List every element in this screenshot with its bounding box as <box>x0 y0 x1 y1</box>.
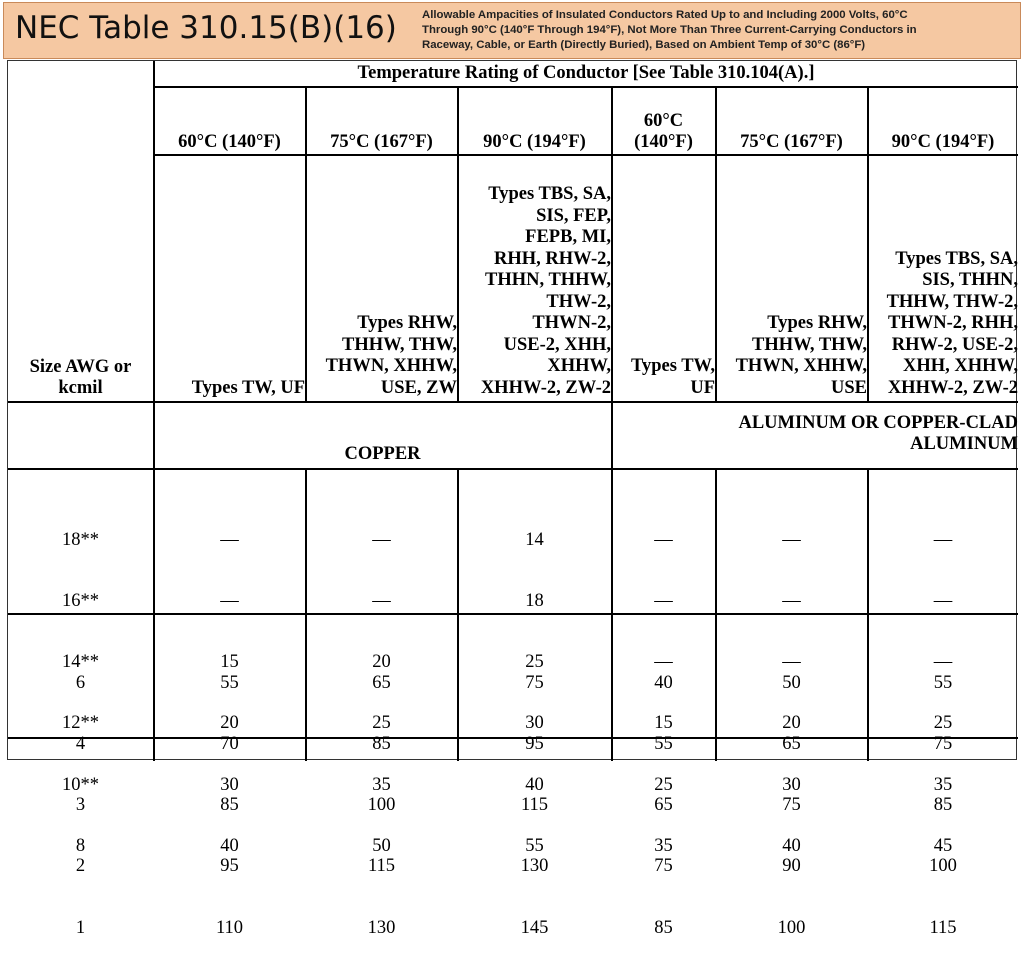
temp-header-90c-copper: 90°C (194°F) <box>483 132 586 152</box>
ampacity-cell: 40 <box>782 835 801 856</box>
ampacity-cell: 110 <box>215 917 244 938</box>
ampacity-cell: 40 <box>654 672 673 693</box>
ampacity-cell: — <box>782 652 801 673</box>
aluminum-label-line: ALUMINUM OR COPPER-CLAD <box>738 413 1018 433</box>
types-line: XHHW-2, ZW-2 <box>480 377 611 398</box>
size-cell: 10** <box>62 774 99 795</box>
temp-header-60c-copper: 60°C (140°F) <box>178 132 281 152</box>
ampacity-cell: 100 <box>777 917 806 938</box>
aluminum-label <box>612 403 1018 465</box>
ampacity-cell: 100 <box>367 795 396 816</box>
types-line: RHH, RHW-2, <box>494 248 611 269</box>
types-line: UF <box>690 377 715 398</box>
size-header-line: kcmil <box>58 378 103 398</box>
ampacity-cell: — <box>654 591 673 612</box>
size-cell: 12** <box>62 713 99 734</box>
ampacity-cell: — <box>220 529 239 550</box>
size-cell: 16** <box>62 591 99 612</box>
types-col-1 <box>154 156 305 399</box>
ampacity-cell: 115 <box>367 856 396 877</box>
description-line: Allowable Ampacities of Insulated Conductors Rated Up to and Including 2000 Volts, 60°C <box>422 9 908 21</box>
types-col-2 <box>306 156 457 399</box>
types-line: USE, ZW <box>380 377 457 398</box>
ampacity-cell: 30 <box>220 774 239 795</box>
ampacity-cell: 20 <box>220 713 239 734</box>
types-line: Types TW, UF <box>191 377 305 398</box>
types-line: THWN, XHHW, <box>325 356 457 376</box>
ampacity-cell: 25 <box>372 713 391 734</box>
ampacity-cell: 85 <box>654 917 673 938</box>
ampacity-cell: 90 <box>782 856 801 877</box>
ampacity-cell: 30 <box>782 774 801 795</box>
types-col-3 <box>458 156 611 399</box>
ampacity-column-90c-copper-g2 <box>458 632 611 979</box>
table-description <box>422 8 1018 53</box>
types-line: Types RHW, <box>357 313 457 333</box>
ampacity-cell: 25 <box>654 774 673 795</box>
ampacity-cell: 115 <box>520 795 549 816</box>
ampacity-cell: 85 <box>220 795 239 816</box>
types-line: USE-2, XHH, <box>503 334 611 355</box>
temp-header-75c-aluminum: 75°C (167°F) <box>740 132 843 152</box>
ampacity-cell: 100 <box>929 856 957 877</box>
temp-header-60c-aluminum: 60°C (140°F) <box>634 111 693 152</box>
types-line: Types RHW, <box>767 313 867 333</box>
ampacity-cell: — <box>933 652 953 673</box>
ampacity-cell: — <box>933 591 953 612</box>
size-cell: 2 <box>75 856 86 877</box>
types-line: THWN-2, <box>532 313 611 333</box>
types-line: THHW, THW, <box>752 334 867 355</box>
size-header-line: Size AWG or <box>29 357 132 377</box>
page-title: NEC Table 310.15(B)(16) <box>15 10 397 46</box>
ampacity-cell: — <box>372 529 391 550</box>
ampacity-cell: 65 <box>654 795 673 816</box>
ampacity-table <box>7 60 1018 938</box>
types-col-4 <box>612 156 715 399</box>
aluminum-label-line: ALUMINUM <box>910 434 1018 454</box>
ampacity-cell: 55 <box>933 672 953 693</box>
ampacity-cell: — <box>782 591 801 612</box>
ampacity-cell: 75 <box>525 672 544 693</box>
title-banner <box>3 2 1021 59</box>
ampacity-cell: 75 <box>782 795 801 816</box>
size-cell: 6 <box>75 672 86 693</box>
ampacity-cell: 15 <box>654 713 673 734</box>
ampacity-column-60c-copper-g2 <box>154 632 305 979</box>
ampacity-cell: — <box>933 529 953 550</box>
ampacity-cell: 35 <box>372 774 391 795</box>
ampacity-cell: 95 <box>220 856 239 877</box>
size-column-group2 <box>8 632 153 979</box>
ampacity-cell: 40 <box>525 774 544 795</box>
types-col-5 <box>716 156 867 399</box>
ampacity-cell: 40 <box>220 835 239 856</box>
types-line: Types TBS, SA, <box>488 184 611 204</box>
types-line: XHHW, <box>547 356 611 376</box>
ampacity-cell: 95 <box>525 734 544 755</box>
types-line: THWN-2, RHH, <box>887 313 1018 333</box>
size-cell: 1 <box>75 917 86 938</box>
size-cell: 3 <box>75 795 86 816</box>
size-cell: 18** <box>62 529 99 550</box>
ampacity-cell: 115 <box>929 917 957 938</box>
ampacity-cell: 85 <box>372 734 391 755</box>
size-cell: 8 <box>75 835 86 856</box>
temp-header-75c-copper: 75°C (167°F) <box>330 132 433 152</box>
ampacity-column-60c-aluminum-g2 <box>612 632 715 979</box>
ampacity-cell: — <box>654 652 673 673</box>
ampacity-column-90c-aluminum-g2 <box>868 632 1018 979</box>
temp-header-90c-aluminum: 90°C (194°F) <box>891 132 995 152</box>
ampacity-cell: 25 <box>525 652 544 673</box>
types-line: XHH, XHHW, <box>903 356 1018 376</box>
ampacity-cell: 35 <box>654 835 673 856</box>
ampacity-cell: 130 <box>367 917 396 938</box>
types-line: THWN, XHHW, <box>735 356 867 376</box>
ampacity-cell: 20 <box>782 713 801 734</box>
ampacity-cell: 45 <box>933 835 953 856</box>
ampacity-cell: — <box>782 529 801 550</box>
temperature-rating-header: Temperature Rating of Conductor [See Table 310.104(A).] <box>357 63 815 83</box>
types-line: XHHW-2, ZW-2 <box>887 377 1018 398</box>
ampacity-cell: 55 <box>220 672 239 693</box>
ampacity-cell: 55 <box>654 734 673 755</box>
types-line: SIS, THHN, <box>922 270 1018 290</box>
ampacity-column-75c-copper-g2 <box>306 632 457 979</box>
types-line: THHW, THW-2, <box>886 291 1018 312</box>
size-header <box>8 87 153 399</box>
types-line: USE <box>831 377 867 398</box>
size-cell: 14** <box>62 652 99 673</box>
ampacity-cell: 145 <box>520 917 549 938</box>
size-cell: 4 <box>75 734 86 755</box>
copper-label: COPPER <box>344 444 421 464</box>
types-line: THW-2, <box>546 291 611 312</box>
ampacity-cell: 35 <box>933 774 953 795</box>
ampacity-cell: 75 <box>933 734 953 755</box>
ampacity-cell: — <box>654 529 673 550</box>
ampacity-cell: 14 <box>525 529 544 550</box>
ampacity-cell: 18 <box>525 591 544 612</box>
types-line: SIS, FEP, <box>536 205 611 226</box>
description-line: Raceway, Cable, or Earth (Directly Buried), Based on Ambient Temp of 30°C (86°F) <box>422 39 866 51</box>
types-line: THHN, THHW, <box>485 270 611 290</box>
types-line: FEPB, MI, <box>525 227 611 247</box>
ampacity-cell: 55 <box>525 835 544 856</box>
ampacity-cell: 20 <box>372 652 391 673</box>
ampacity-column-75c-aluminum-g2 <box>716 632 867 979</box>
ampacity-cell: 70 <box>220 734 239 755</box>
description-line: Through 90°C (140°F Through 194°F), Not More Than Three Current-Carrying Conductors in <box>422 24 917 36</box>
ampacity-cell: 75 <box>654 856 673 877</box>
types-line: THHW, THW, <box>342 334 457 355</box>
ampacity-cell: 50 <box>372 835 391 856</box>
ampacity-cell: 25 <box>933 713 953 734</box>
ampacity-cell: 130 <box>520 856 549 877</box>
types-col-6 <box>868 156 1018 399</box>
ampacity-cell: 65 <box>372 672 391 693</box>
ampacity-cell: — <box>372 591 391 612</box>
ampacity-cell: — <box>220 591 239 612</box>
ampacity-cell: 85 <box>933 795 953 816</box>
types-line: Types TW, <box>631 356 715 376</box>
ampacity-cell: 65 <box>782 734 801 755</box>
ampacity-cell: 30 <box>525 713 544 734</box>
ampacity-cell: 15 <box>220 652 239 673</box>
types-line: Types TBS, SA, <box>895 248 1018 269</box>
ampacity-cell: 50 <box>782 672 801 693</box>
types-line: RHW-2, USE-2, <box>891 334 1018 355</box>
